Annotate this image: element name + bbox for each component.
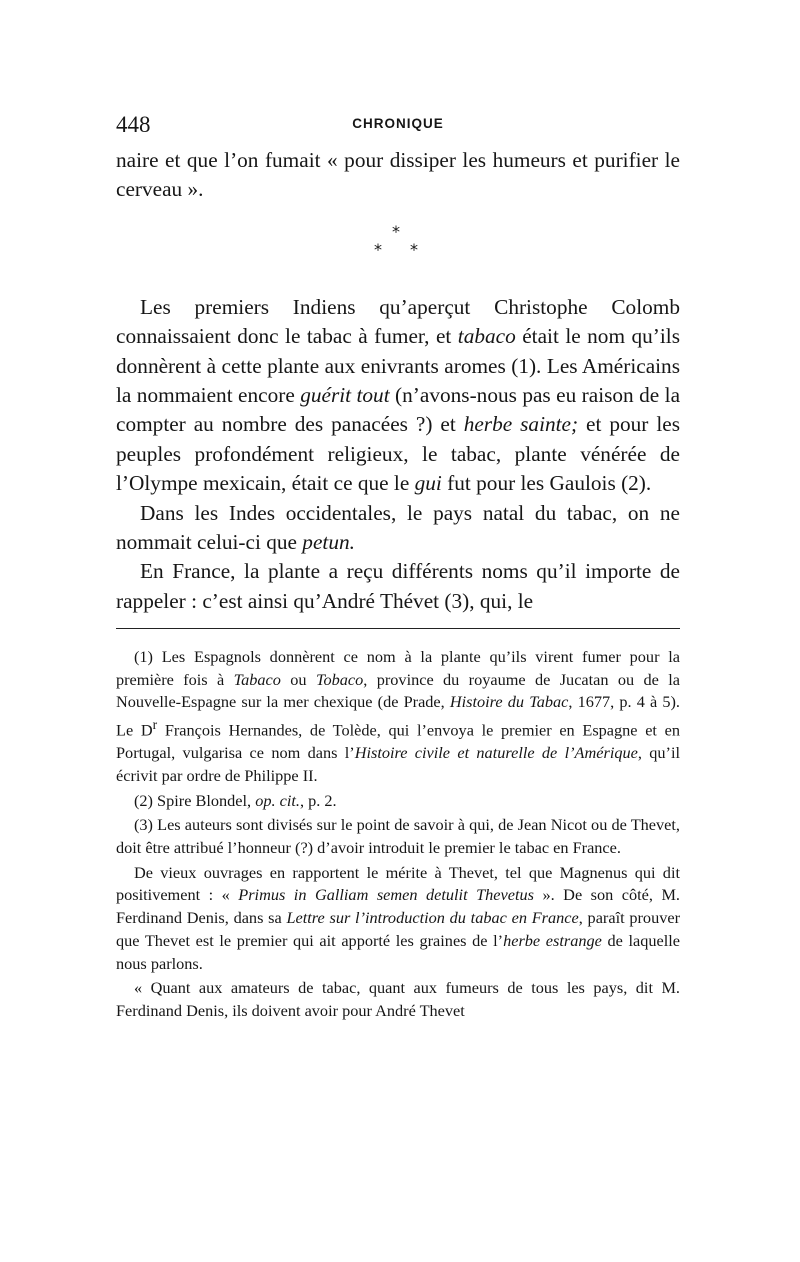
- text-run: François Hernandes, de Tolède, qui l’envoya le premier en Espagne et en Portugal, vulgarisa ce nom dans l’: [116, 720, 680, 763]
- italic-term: Tobaco: [315, 669, 364, 689]
- footnote-3: (3) Les auteurs sont divisés sur le point de savoir à qui, de Jean Nicot ou de Thevet, doit être attribué l’honneur (?) d’avoir introduit le premier le tabac en France.: [116, 815, 680, 858]
- text-run: , qu’il écrivit par ordre de Philippe II.: [116, 743, 680, 785]
- text-run: (n’avons-nous pas eu raison de la compter au nombre des panacées ?) et: [116, 383, 681, 437]
- text-run: (1) Les Espagnols donnèrent ce nom à la plante qu’ils virent fumer pour la première fois à: [116, 647, 680, 689]
- text-run: et pour les peuples profondément religieux, le tabac, plante vénérée de l’Olympe mexicain, était ce que le: [116, 412, 681, 496]
- text-run: (2) Spire Blondel,: [134, 790, 256, 810]
- asterisk: *: [374, 239, 382, 259]
- italic-term: Histoire civile et naturelle de l’Amérique: [354, 743, 638, 763]
- body-text: [116, 146, 680, 616]
- italic-term: tabaco: [457, 324, 516, 349]
- running-head: CHRONIQUE: [352, 116, 444, 131]
- text-run: de laquelle nous parlons.: [116, 930, 680, 973]
- footnote-3-continued: [116, 862, 680, 976]
- text-run: , 1677, p. 4 à 5). Le D: [116, 692, 681, 740]
- text-run: Dans les Indes occidentales, le pays natal du tabac, on ne nommait celui-ci que: [116, 500, 680, 555]
- italic-term: petun.: [302, 530, 355, 555]
- footnote-1: [116, 646, 680, 788]
- text-run: ou: [280, 669, 316, 689]
- italic-term: Histoire du Tabac: [449, 692, 569, 712]
- section-separator: [116, 205, 680, 293]
- paragraph-indes: [116, 499, 680, 558]
- footnote-3-quote: « Quant aux amateurs de tabac, quant aux fumeurs de tous les pays, dit M. Ferdinand Denis, ils doivent avoir pour André Thevet: [116, 978, 680, 1020]
- paragraph-indiens: [116, 293, 680, 499]
- paragraph-france: En France, la plante a reçu différents noms qu’il importe de rappeler : c’est ainsi qu’André Thévet (3), qui, le: [116, 559, 680, 613]
- italic-term: herbe estrange: [503, 930, 602, 950]
- asterisk: *: [392, 221, 400, 241]
- italic-term: herbe sainte;: [463, 412, 579, 437]
- italic-term: Tabaco: [233, 669, 281, 689]
- page-header: [116, 112, 680, 142]
- text-run: ». De son côté, M. Ferdinand Denis, dans sa: [116, 885, 681, 928]
- italic-term: guérit tout: [300, 383, 390, 408]
- italic-term: op. cit.: [255, 790, 300, 810]
- paragraph-continuation: naire et que l’on fumait « pour dissiper les humeurs et purifier le cerveau ».: [116, 148, 680, 202]
- italic-term: Primus in Galliam semen detulit Thevetus: [238, 885, 534, 905]
- italic-term: Lettre sur l’introduction du tabac en France: [286, 908, 579, 928]
- italic-term: gui: [414, 471, 442, 496]
- text-run: , p. 2.: [299, 790, 337, 810]
- superscript: r: [152, 717, 158, 733]
- text-run: était le nom qu’ils donnèrent à cette plante aux enivrants aromes (1). Les Américains la nommaient encore: [116, 324, 680, 408]
- text-run: , province du royaume de Jucatan ou de la Nouvelle-Espagne sur la mer chexique (de Prade,: [116, 669, 681, 712]
- asterisk: *: [410, 239, 418, 259]
- page-number: 448: [116, 112, 151, 137]
- text-run: De vieux ouvrages en rapportent le mérite à Thevet, tel que Magnenus qui dit positivement : «: [116, 862, 680, 905]
- footnotes: [116, 646, 680, 1025]
- footnote-2: [116, 790, 680, 813]
- footnote-rule: [116, 628, 680, 629]
- text-run: , paraît prouver que Thevet est le premier qui ait apporté les graines de l’: [116, 908, 680, 950]
- text-run: fut pour les Gaulois (2).: [441, 471, 652, 496]
- text-run: Les premiers Indiens qu’aperçut Christophe Colomb connaissaient donc le tabac à fumer, et: [116, 294, 680, 349]
